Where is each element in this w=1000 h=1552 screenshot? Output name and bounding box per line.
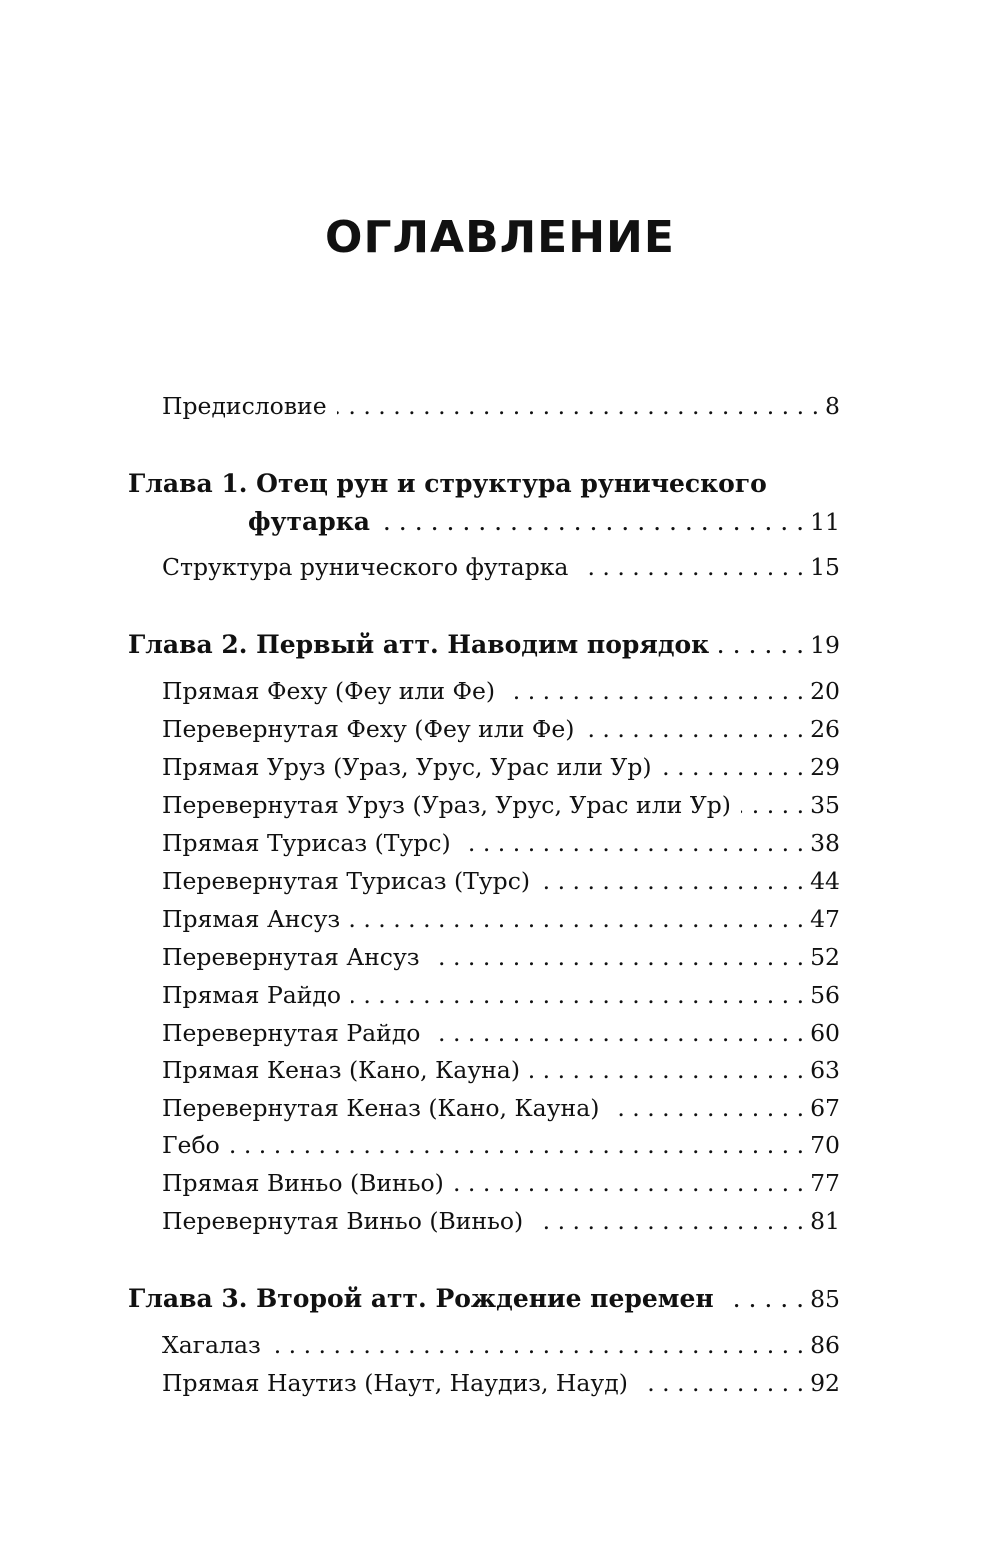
toc-page-number: 92 bbox=[810, 1369, 840, 1397]
toc-page-number: 11 bbox=[810, 508, 840, 536]
toc-entry[interactable] bbox=[162, 790, 840, 820]
toc-page-number: 47 bbox=[810, 905, 840, 933]
toc-entry[interactable] bbox=[162, 1206, 840, 1236]
toc-entry[interactable] bbox=[162, 1093, 840, 1123]
toc-page-number: 81 bbox=[810, 1207, 840, 1235]
dot-leader bbox=[719, 630, 804, 660]
dot-leader bbox=[533, 1206, 804, 1236]
toc-entry[interactable] bbox=[162, 552, 840, 582]
toc-page-number: 38 bbox=[810, 829, 840, 857]
toc-page-number: 29 bbox=[810, 753, 840, 781]
toc-entry-label: Гебо bbox=[162, 1131, 220, 1159]
toc-entry[interactable] bbox=[162, 1055, 840, 1085]
toc-entry[interactable] bbox=[162, 904, 840, 934]
toc-entry[interactable] bbox=[162, 1018, 840, 1048]
toc-entry-label: Перевернутая Феху (Феу или Фе) bbox=[162, 715, 575, 743]
toc-page-number: 26 bbox=[810, 715, 840, 743]
toc-entry-preface[interactable] bbox=[162, 391, 840, 421]
dot-leader bbox=[609, 1093, 804, 1123]
toc-page-number: 70 bbox=[810, 1131, 840, 1159]
toc-entry[interactable] bbox=[162, 676, 840, 706]
toc-entry-label: Предисловие bbox=[162, 392, 327, 420]
toc-page-number: 15 bbox=[810, 553, 840, 581]
dot-leader bbox=[584, 714, 804, 744]
toc-entry-label: Глава 2. Первый атт. Наводим порядок bbox=[128, 630, 710, 659]
toc-page-number: 67 bbox=[810, 1094, 840, 1122]
dot-leader bbox=[430, 942, 805, 972]
toc-entry[interactable] bbox=[162, 980, 840, 1010]
toc-entry-label: Прямая Райдо bbox=[162, 981, 342, 1009]
dot-leader bbox=[741, 790, 804, 820]
dot-leader bbox=[454, 1168, 804, 1198]
toc-page-number: 44 bbox=[810, 867, 840, 895]
toc-entry[interactable] bbox=[162, 866, 840, 896]
toc-page-number: 63 bbox=[810, 1056, 840, 1084]
toc-entry[interactable] bbox=[162, 714, 840, 744]
toc-entry-label: футарка bbox=[248, 507, 370, 536]
toc-entry-label: Хагалаз bbox=[162, 1331, 261, 1359]
dot-leader bbox=[638, 1368, 804, 1398]
toc-entry-label: Прямая Ансуз bbox=[162, 905, 341, 933]
dot-leader bbox=[578, 552, 804, 582]
toc-page-number: 60 bbox=[810, 1019, 840, 1047]
dot-leader bbox=[337, 391, 819, 421]
toc-entry[interactable] bbox=[162, 1168, 840, 1198]
toc-page-number: 86 bbox=[810, 1331, 840, 1359]
chapter-1-heading[interactable]: Глава 1. Отец рун и структура рунического bbox=[128, 469, 767, 498]
toc-page-number: 19 bbox=[810, 631, 840, 659]
toc-entry[interactable] bbox=[162, 752, 840, 782]
dot-leader bbox=[271, 1330, 804, 1360]
toc-entry-label: Перевернутая Уруз (Ураз, Урус, Урас или Ур) bbox=[162, 791, 731, 819]
toc-page-number: 56 bbox=[810, 981, 840, 1009]
toc-entry-label: Структура рунического футарка bbox=[162, 553, 569, 581]
toc-entry-label: Перевернутая Ансуз bbox=[162, 943, 420, 971]
toc-entry-label: Прямая Виньо (Виньо) bbox=[162, 1169, 444, 1197]
toc-entry-label: Прямая Турисаз (Турс) bbox=[162, 829, 451, 857]
chapter-1-heading-continued[interactable] bbox=[248, 507, 840, 537]
dot-leader bbox=[350, 904, 804, 934]
dot-leader bbox=[380, 507, 804, 537]
toc-entry[interactable] bbox=[162, 942, 840, 972]
dot-leader bbox=[662, 752, 805, 782]
dot-leader bbox=[540, 866, 804, 896]
toc-entry-label: Перевернутая Турисаз (Турс) bbox=[162, 867, 531, 895]
dot-leader bbox=[230, 1130, 804, 1160]
dot-leader bbox=[351, 980, 804, 1010]
toc-entry-label: Перевернутая Виньо (Виньо) bbox=[162, 1207, 524, 1235]
dot-leader bbox=[430, 1018, 804, 1048]
toc-entry[interactable] bbox=[162, 828, 840, 858]
toc-entry[interactable] bbox=[162, 1330, 840, 1360]
dot-leader bbox=[461, 828, 804, 858]
toc-entry-label: Перевернутая Кеназ (Кано, Кауна) bbox=[162, 1094, 600, 1122]
toc-entry-label: Прямая Феху (Феу или Фе) bbox=[162, 677, 496, 705]
toc-entry-label: Глава 3. Второй атт. Рождение перемен bbox=[128, 1284, 714, 1313]
toc-entry[interactable] bbox=[162, 1130, 840, 1160]
toc-entry-label: Прямая Кеназ (Кано, Кауна) bbox=[162, 1056, 520, 1084]
toc-entry-label: Прямая Наутиз (Наут, Наудиз, Науд) bbox=[162, 1369, 628, 1397]
dot-leader bbox=[530, 1055, 804, 1085]
toc-entry[interactable] bbox=[162, 1368, 840, 1398]
page-title: ОГЛАВЛЕНИЕ bbox=[325, 212, 675, 263]
chapter-3-heading[interactable] bbox=[128, 1284, 840, 1314]
toc-entry-label: Перевернутая Райдо bbox=[162, 1019, 421, 1047]
dot-leader bbox=[724, 1284, 804, 1314]
toc-page-number: 8 bbox=[825, 392, 840, 420]
toc-page-number: 77 bbox=[810, 1169, 840, 1197]
chapter-2-heading[interactable] bbox=[128, 630, 840, 660]
toc-entry-label: Прямая Уруз (Ураз, Урус, Урас или Ур) bbox=[162, 753, 652, 781]
toc-page-number: 20 bbox=[810, 677, 840, 705]
toc-page-number: 35 bbox=[810, 791, 840, 819]
toc-page-number: 85 bbox=[810, 1285, 840, 1313]
dot-leader bbox=[505, 676, 804, 706]
toc-page-number: 52 bbox=[810, 943, 840, 971]
